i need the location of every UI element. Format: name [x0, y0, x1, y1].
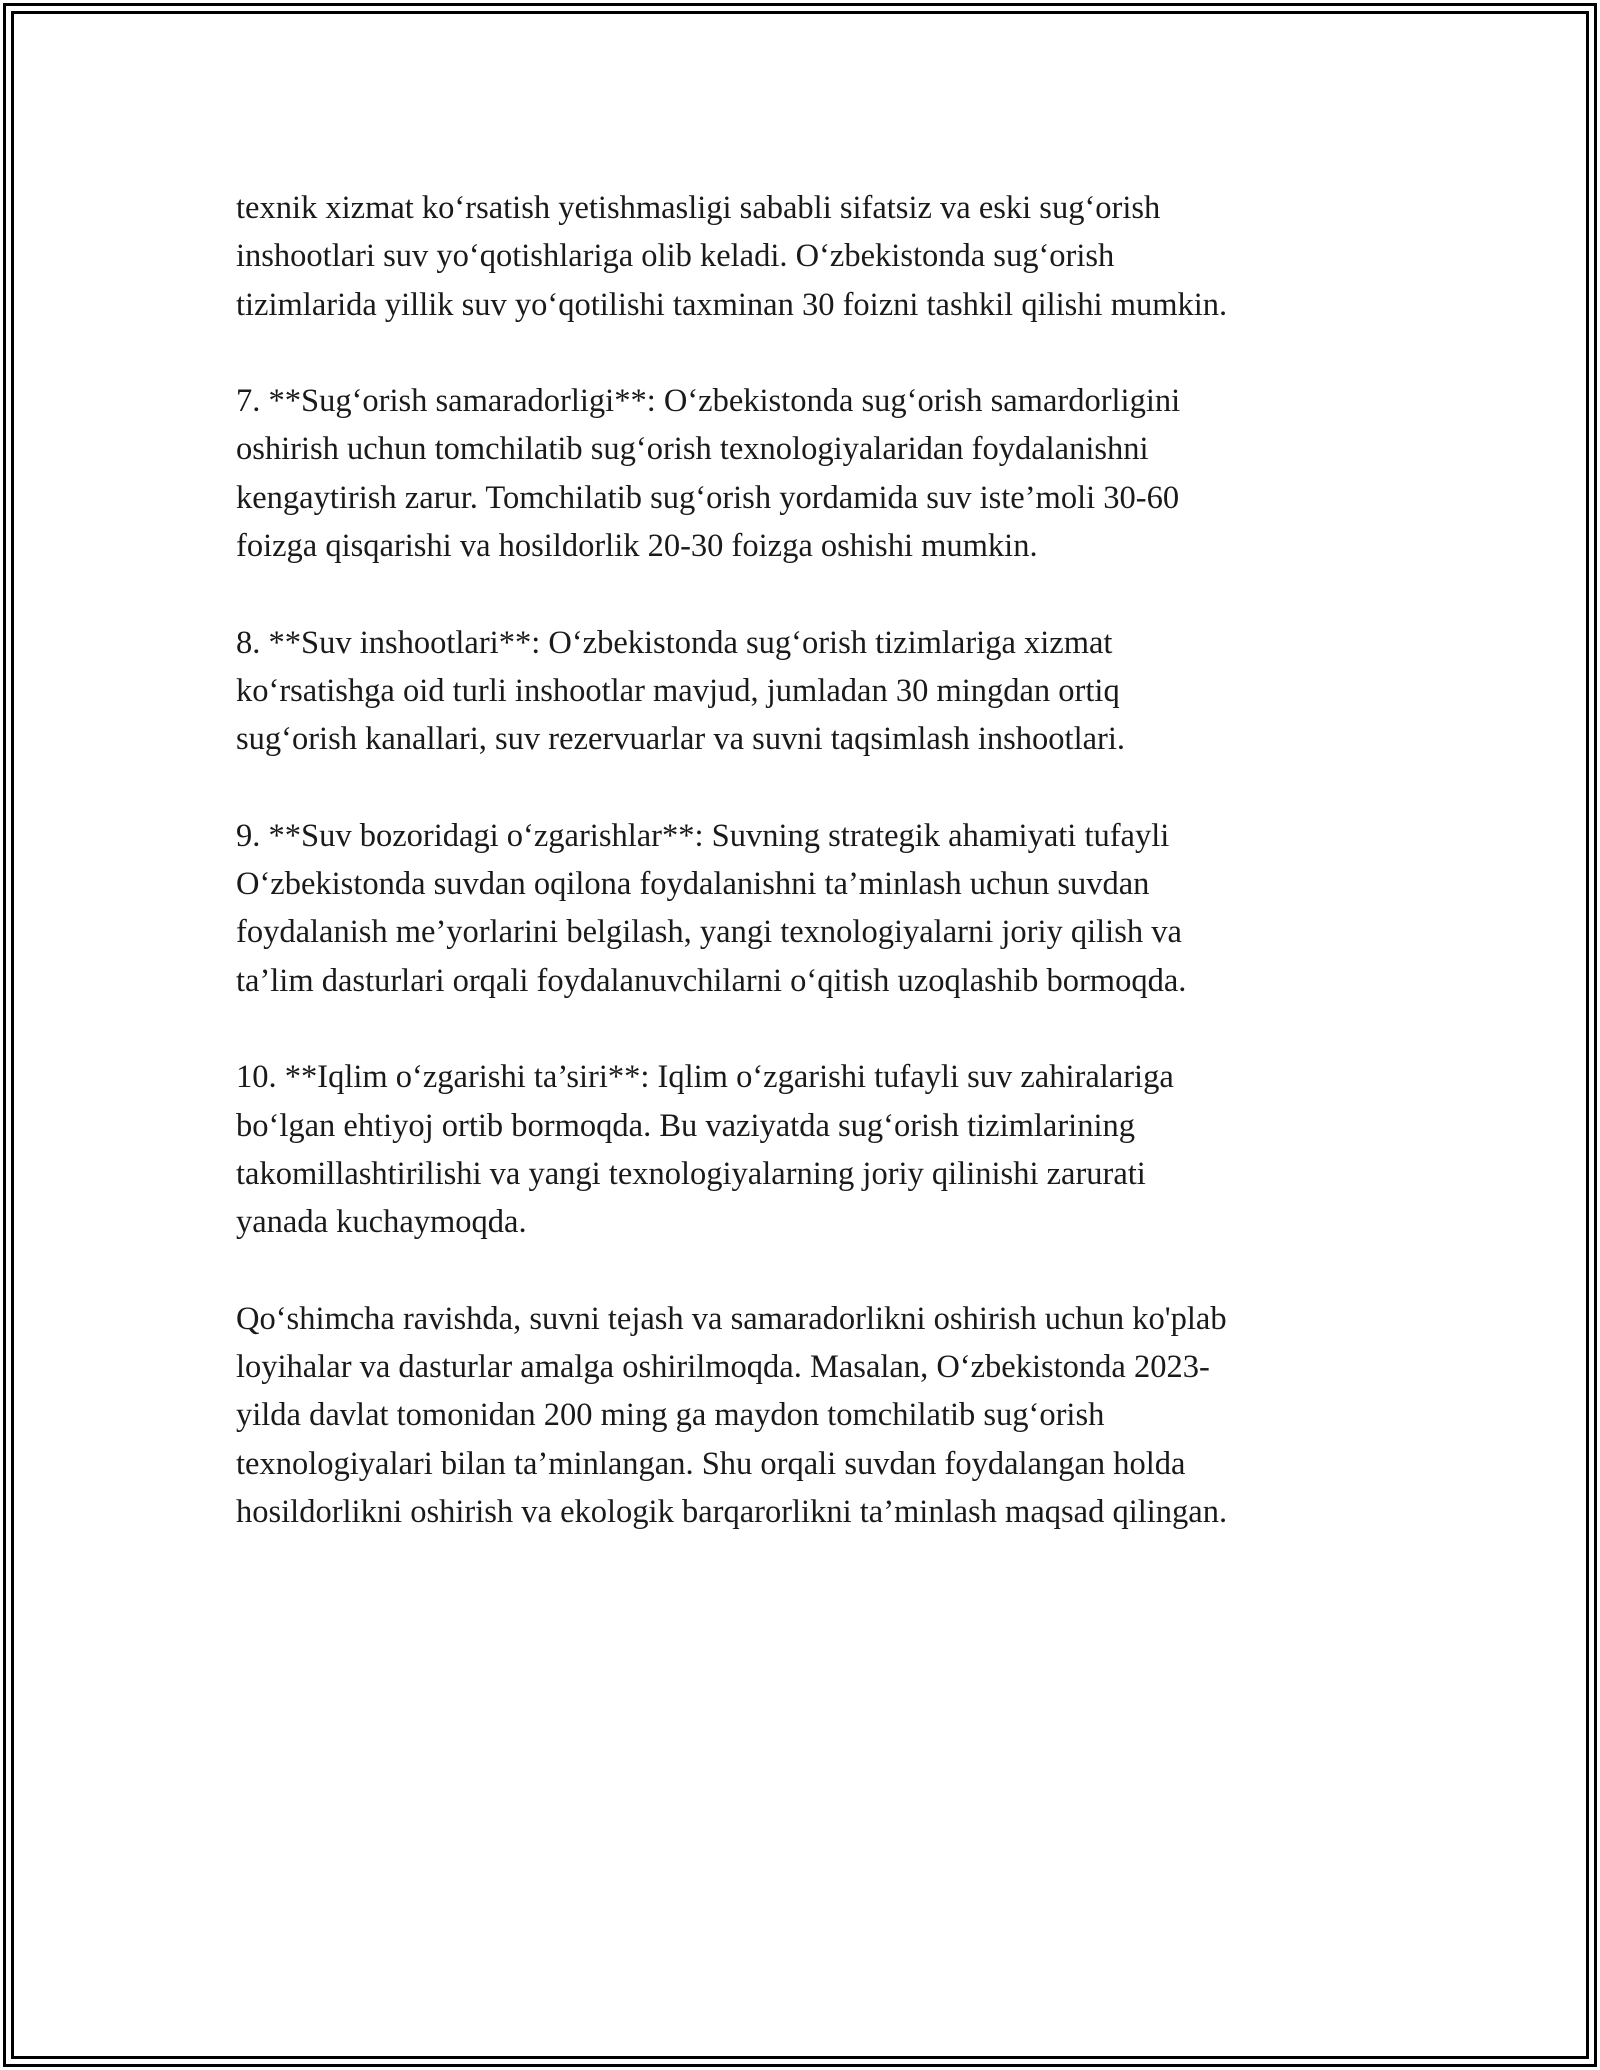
text-line: 8. **Suv inshootlari**: O‘zbekistonda sug‘orish tizimlariga xizmat — [236, 624, 1113, 661]
text-line: foydalanish me’yorlarini belgilash, yangi texnologiyalarni joriy qilish va — [236, 914, 1182, 951]
text-line: 7. **Sug‘orish samaradorligi**: O‘zbekistonda sug‘orish samardorligini — [236, 383, 1181, 420]
text-line: sug‘orish kanallari, suv rezervuarlar va suvni taqsimlash inshootlari. — [236, 721, 1126, 758]
text-line: oshirish uchun tomchilatib sug‘orish texnologiyalaridan foydalanishni — [236, 431, 1149, 468]
text-line: Qo‘shimcha ravishda, suvni tejash va samaradorlikni oshirish uchun ko'plab — [236, 1300, 1227, 1337]
text-line: takomillashtirilishi va yangi texnologiyalarning joriy qilinishi zarurati — [236, 1155, 1146, 1192]
text-line: tizimlarida yillik suv yo‘qotilishi taxminan 30 foizni tashkil qilishi mumkin. — [236, 286, 1228, 323]
text-line: texnologiyalari bilan ta’minlangan. Shu orqali suvdan foydalangan holda — [236, 1445, 1186, 1482]
text-line: kengaytirish zarur. Tomchilatib sug‘orish yordamida suv iste’moli 30-60 — [236, 479, 1180, 516]
text-line: 9. **Suv bozoridagi o‘zgarishlar**: Suvning strategik ahamiyati tufayli — [236, 817, 1170, 854]
text-line: 10. **Iqlim o‘zgarishi ta’siri**: Iqlim o‘zgarishi tufayli suv zahiralariga — [236, 1059, 1174, 1096]
text-line: bo‘lgan ehtiyoj ortib bormoqda. Bu vaziyatda sug‘orish tizimlarining — [236, 1107, 1135, 1144]
text-line: ta’lim dasturlari orqali foydalanuvchilarni o‘qitish uzoqlashib bormoqda. — [236, 962, 1187, 999]
paragraph-item-10 — [236, 1053, 1376, 1246]
text-line: hosildorlikni oshirish va ekologik barqarorlikni ta’minlash maqsad qilingan. — [236, 1494, 1228, 1531]
paragraph-item-7 — [236, 377, 1376, 570]
text-line: yanada kuchaymoqda. — [236, 1204, 527, 1241]
text-line: texnik xizmat ko‘rsatish yetishmasligi sababli sifatsiz va eski sug‘orish — [236, 190, 1161, 226]
text-line: ko‘rsatishga oid turli inshootlar mavjud, jumladan 30 mingdan ortiq — [236, 672, 1120, 709]
text-line: inshootlari suv yo‘qotishlariga olib keladi. O‘zbekistonda sug‘orish — [236, 238, 1115, 275]
text-line: foizga qisqarishi va hosildorlik 20-30 foizga oshishi mumkin. — [236, 528, 1038, 565]
paragraph-intro-continuation — [236, 184, 1376, 329]
paragraph-item-9 — [236, 812, 1376, 1005]
paragraph-item-8 — [236, 619, 1376, 764]
text-line: loyihalar va dasturlar amalga oshirilmoqda. Masalan, O‘zbekistonda 2023- — [236, 1349, 1210, 1386]
text-line: O‘zbekistonda suvdan oqilona foydalanishni ta’minlash uchun suvdan — [236, 866, 1150, 903]
paragraph-conclusion — [236, 1295, 1376, 1536]
document-body — [236, 184, 1376, 1585]
text-line: yilda davlat tomonidan 200 ming ga maydon tomchilatib sug‘orish — [236, 1397, 1105, 1434]
